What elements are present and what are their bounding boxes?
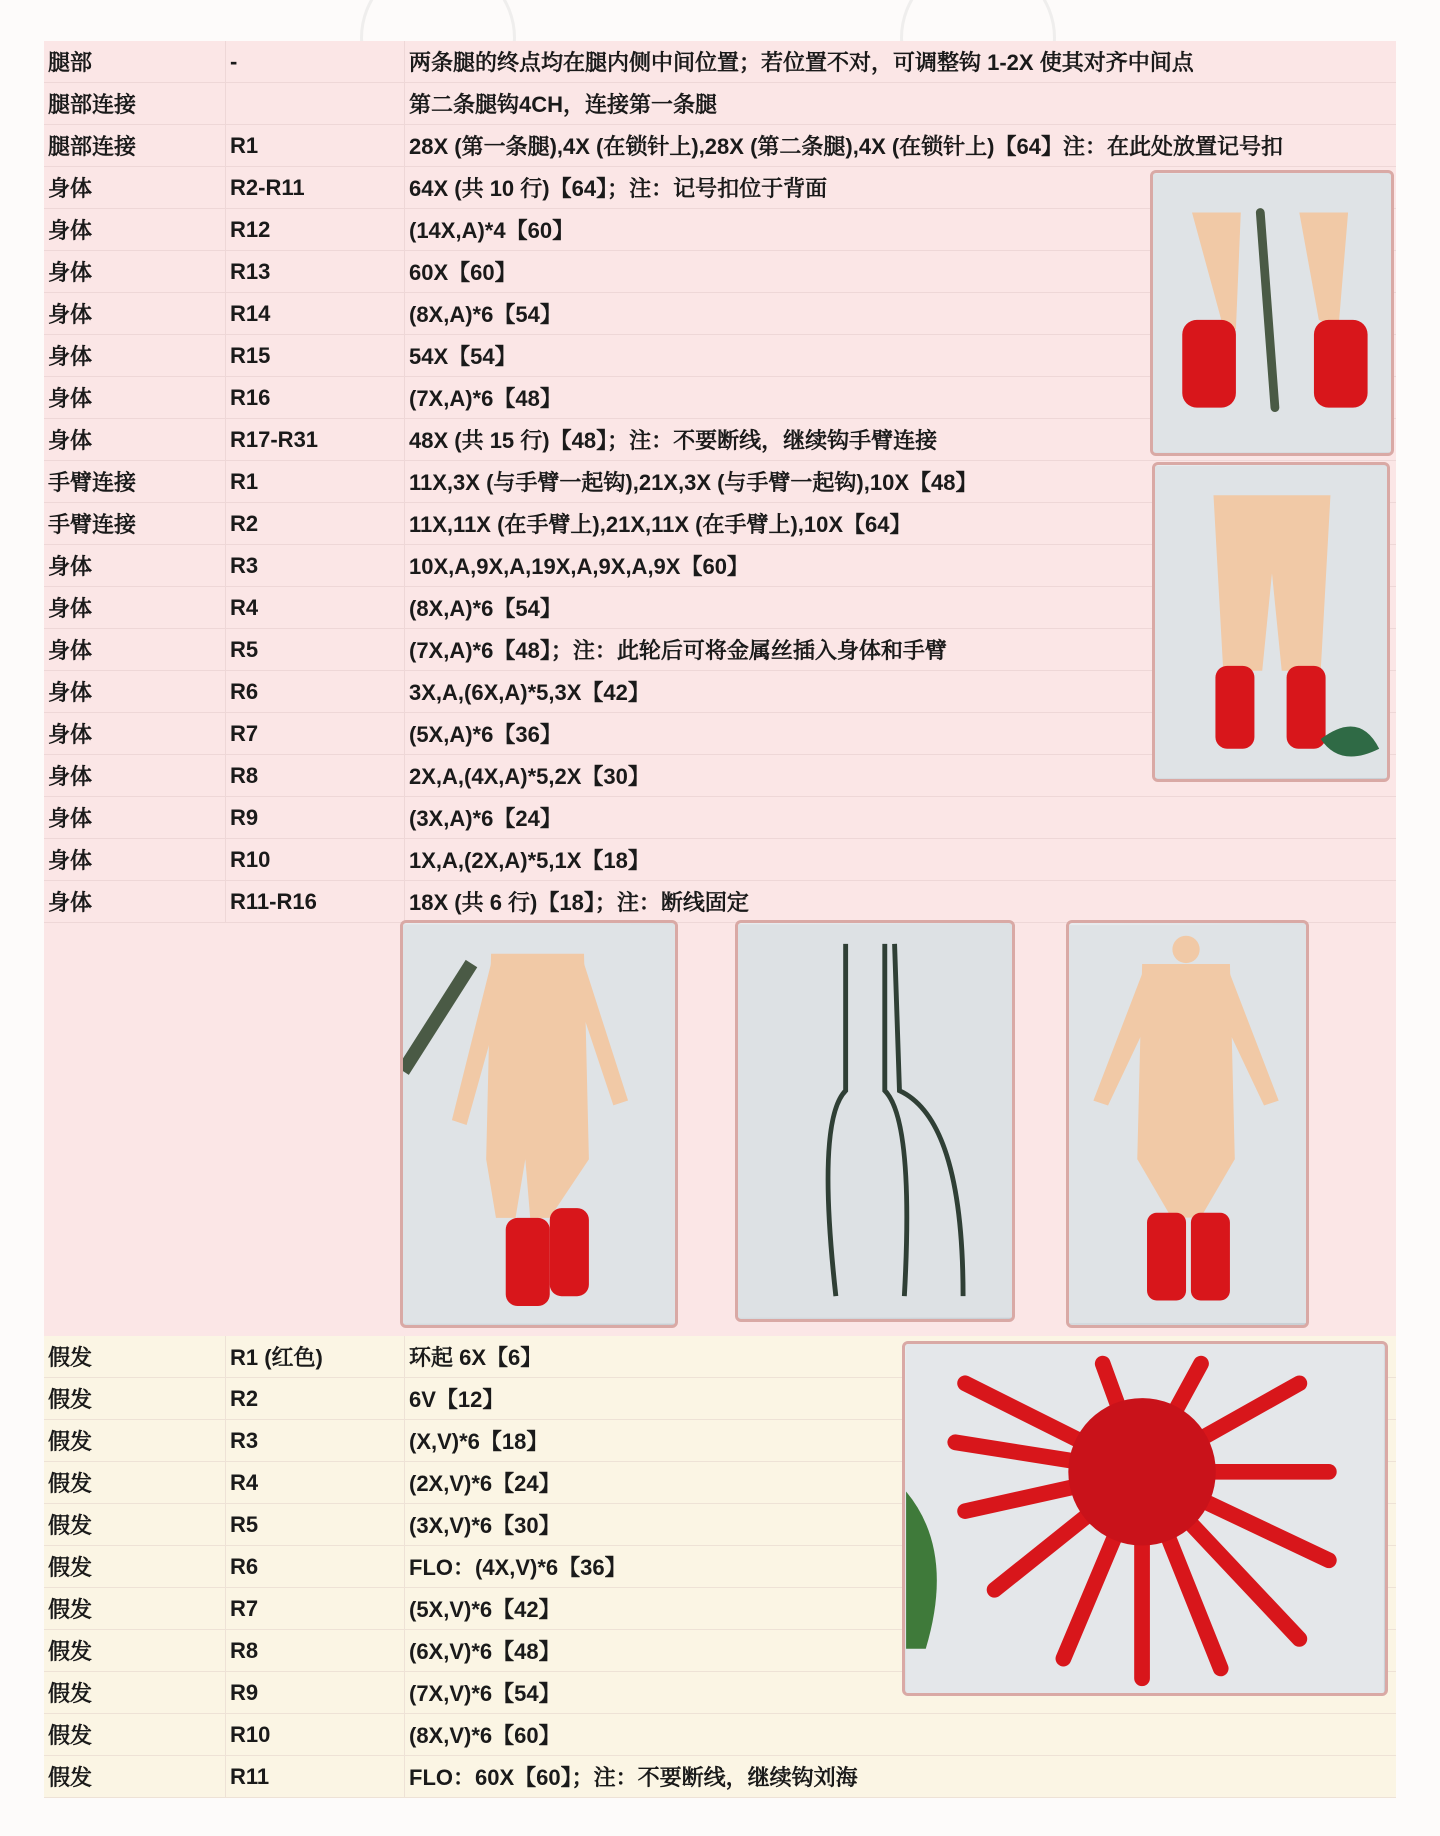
part-cell: 身体 [48, 638, 93, 663]
instruction-cell: 第二条腿钩4CH，连接第一条腿 [404, 83, 1396, 124]
instruction-cell: (5X,A)*6【36】 [404, 713, 1396, 754]
part-cell: 腿部 [48, 50, 93, 75]
round-cell: R2 [225, 1378, 404, 1419]
round-cell: R15 [225, 335, 404, 376]
part-cell: 手臂连接 [48, 512, 137, 537]
part-cell: 腿部连接 [48, 134, 137, 159]
part-cell: 身体 [48, 176, 93, 201]
round-cell: R11-R16 [225, 881, 404, 922]
part-cell: 腿部连接 [48, 92, 137, 117]
instruction-cell: 11X,11X (在手臂上),21X,11X (在手臂上),10X【64】 [404, 503, 1396, 544]
photo-legs-with-hook [1150, 170, 1394, 456]
instruction-cell: 两条腿的终点均在腿内侧中间位置；若位置不对，可调整钩 1-2X 使其对齐中间点 [404, 41, 1396, 82]
part-cell: 假发 [48, 1597, 93, 1622]
instruction-cell: FLO：(4X,V)*6【36】 [404, 1546, 1396, 1587]
part-cell: 身体 [48, 344, 93, 369]
round-cell: R14 [225, 293, 404, 334]
round-cell: R4 [225, 587, 404, 628]
part-cell: 假发 [48, 1639, 93, 1664]
photo-body-with-arms [400, 920, 678, 1328]
instruction-cell: 3X,A,(6X,A)*5,3X【42】 [404, 671, 1396, 712]
part-cell: 假发 [48, 1723, 93, 1748]
part-cell: 假发 [48, 1513, 93, 1538]
round-cell: R10 [225, 1714, 404, 1755]
round-cell: R13 [225, 251, 404, 292]
round-cell: R10 [225, 839, 404, 880]
part-cell: 假发 [48, 1555, 93, 1580]
round-cell: R5 [225, 629, 404, 670]
instruction-cell: FLO：60X【60】；注：不要断线，继续钩刘海 [404, 1756, 1396, 1797]
round-cell: R6 [225, 1546, 404, 1587]
part-cell: 身体 [48, 218, 93, 243]
instruction-cell: (3X,V)*6【30】 [404, 1504, 1396, 1545]
part-cell: 假发 [48, 1471, 93, 1496]
instruction-cell: (7X,A)*6【48】；注：此轮后可将金属丝插入身体和手臂 [404, 629, 1396, 670]
instruction-cell: 64X (共 10 行)【64】；注：记号扣位于背面 [404, 167, 1396, 208]
round-cell: R12 [225, 209, 404, 250]
round-cell: R7 [225, 713, 404, 754]
table-row [44, 1714, 1396, 1756]
photo-finished-body [1066, 920, 1309, 1328]
round-cell: R16 [225, 377, 404, 418]
part-cell: 身体 [48, 260, 93, 285]
instruction-cell: 6V【12】 [404, 1378, 1396, 1419]
table-row [44, 83, 1396, 125]
round-cell: R7 [225, 1588, 404, 1629]
round-cell: R4 [225, 1462, 404, 1503]
table-row [44, 125, 1396, 167]
part-cell: 身体 [48, 596, 93, 621]
instruction-cell: (8X,V)*6【60】 [404, 1714, 1396, 1755]
round-cell: R1 [225, 125, 404, 166]
part-cell: 身体 [48, 680, 93, 705]
round-cell: R11 [225, 1756, 404, 1797]
round-cell: R5 [225, 1504, 404, 1545]
instruction-cell: (2X,V)*6【24】 [404, 1462, 1396, 1503]
part-cell: 假发 [48, 1387, 93, 1412]
round-cell: R6 [225, 671, 404, 712]
part-cell: 身体 [48, 806, 93, 831]
part-cell: 身体 [48, 554, 93, 579]
instruction-cell: 环起 6X【6】 [404, 1336, 1396, 1377]
round-cell: R1 (红色) [225, 1336, 404, 1377]
instruction-cell: 1X,A,(2X,A)*5,1X【18】 [404, 839, 1396, 880]
round-cell [225, 83, 404, 124]
part-cell: 手臂连接 [48, 470, 137, 495]
instruction-cell: (3X,A)*6【24】 [404, 797, 1396, 838]
round-cell: R2-R11 [225, 167, 404, 208]
table-row [44, 881, 1396, 923]
round-cell: R8 [225, 755, 404, 796]
part-cell: 身体 [48, 890, 93, 915]
instruction-cell: 2X,A,(4X,A)*5,2X【30】 [404, 755, 1396, 796]
instruction-cell: (8X,A)*6【54】 [404, 293, 1396, 334]
instruction-cell: 60X【60】 [404, 251, 1396, 292]
table-row [44, 1756, 1396, 1798]
round-cell: R2 [225, 503, 404, 544]
instruction-cell: (6X,V)*6【48】 [404, 1630, 1396, 1671]
instruction-cell: 10X,A,9X,A,19X,A,9X,A,9X【60】 [404, 545, 1396, 586]
photo-red-wig [902, 1341, 1388, 1696]
round-cell: R9 [225, 797, 404, 838]
instruction-cell: (8X,A)*6【54】 [404, 587, 1396, 628]
part-cell: 身体 [48, 302, 93, 327]
part-cell: 身体 [48, 722, 93, 747]
part-cell: 假发 [48, 1681, 93, 1706]
part-cell: 假发 [48, 1765, 93, 1790]
round-cell: R17-R31 [225, 419, 404, 460]
part-cell: 假发 [48, 1345, 93, 1370]
photo-joined-legs [1152, 462, 1390, 782]
instruction-cell: (7X,A)*6【48】 [404, 377, 1396, 418]
round-cell: R3 [225, 545, 404, 586]
instruction-cell: 18X (共 6 行)【18】；注：断线固定 [404, 881, 1396, 922]
part-cell: 身体 [48, 386, 93, 411]
instruction-cell: 54X【54】 [404, 335, 1396, 376]
instruction-cell: (14X,A)*4【60】 [404, 209, 1396, 250]
round-cell: R9 [225, 1672, 404, 1713]
part-cell: 假发 [48, 1429, 93, 1454]
instruction-cell: (5X,V)*6【42】 [404, 1588, 1396, 1629]
instruction-cell: 11X,3X (与手臂一起钩),21X,3X (与手臂一起钩),10X【48】 [404, 461, 1396, 502]
instruction-cell: 48X (共 15 行)【48】；注：不要断线，继续钩手臂连接 [404, 419, 1396, 460]
instruction-cell: (7X,V)*6【54】 [404, 1672, 1396, 1713]
round-cell: R3 [225, 1420, 404, 1461]
instruction-cell: 28X (第一条腿),4X (在锁针上),28X (第二条腿),4X (在锁针上)【64】注：在此处放置记号扣 [404, 125, 1396, 166]
part-cell: 身体 [48, 764, 93, 789]
photo-wires [735, 920, 1015, 1322]
table-row [44, 41, 1396, 83]
round-cell: R8 [225, 1630, 404, 1671]
part-cell: 身体 [48, 848, 93, 873]
table-row [44, 839, 1396, 881]
round-cell: R1 [225, 461, 404, 502]
part-cell: 身体 [48, 428, 93, 453]
table-row [44, 797, 1396, 839]
instruction-cell: (X,V)*6【18】 [404, 1420, 1396, 1461]
round-cell: - [225, 41, 404, 82]
